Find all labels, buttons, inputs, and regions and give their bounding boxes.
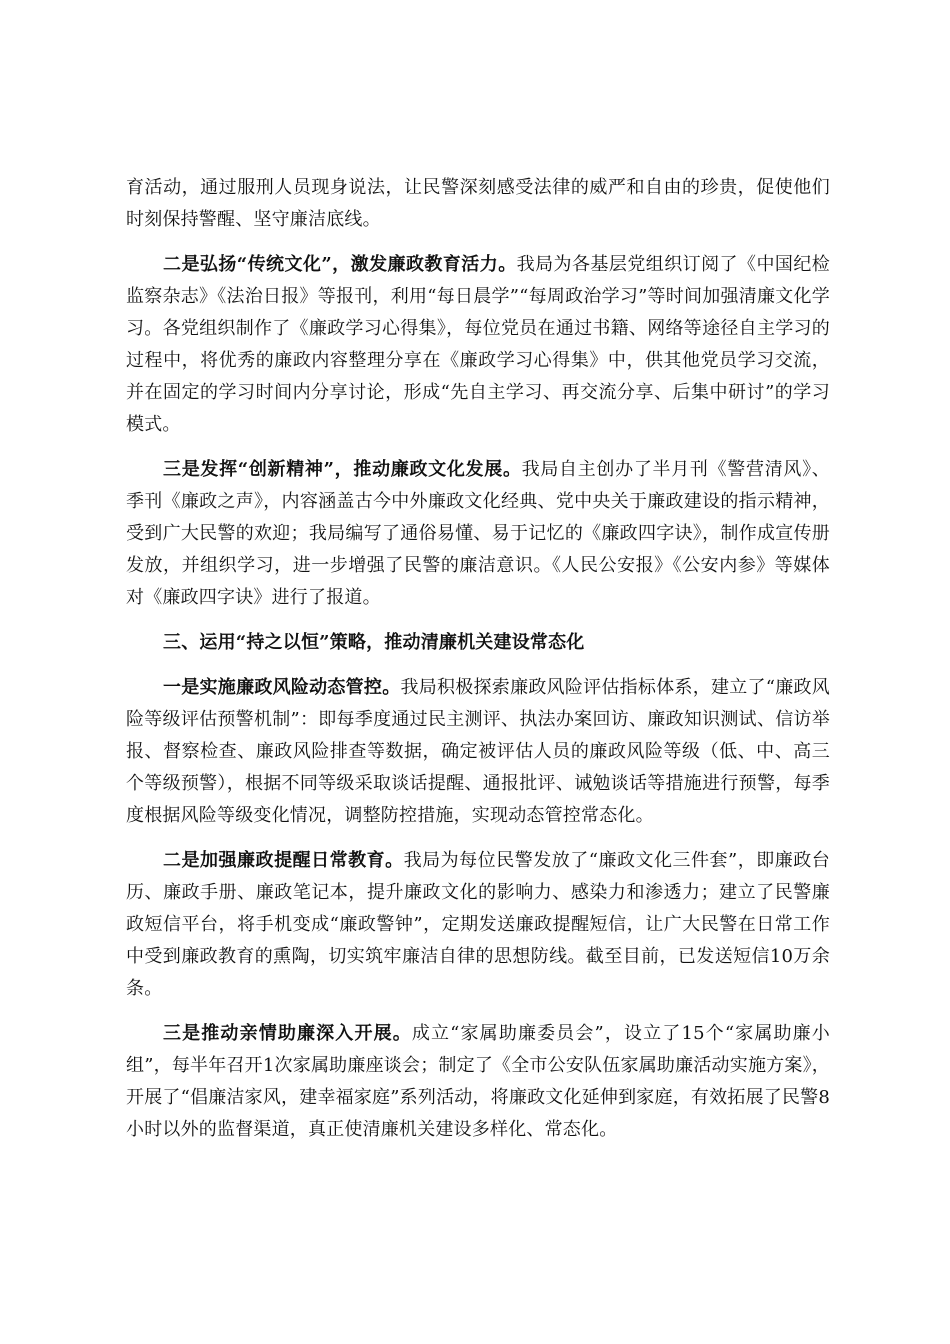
paragraph-traditional-culture (126, 249, 830, 441)
paragraph-risk-control (126, 672, 830, 832)
paragraph-body: 我局积极探索廉政风险评估指标体系，建立了“廉政风险等级评估预警机制”：即每季度通过民主测评、执法办案回访、廉政知识测试、信访举报、督察检查、廉政风险排查等数据，确定被评估人员的廉政风险等级（低、中、高三个等级预警），根据不同等级采取谈话提醒、通报批评、诫勉谈话等措施进行预警，每季度根据风险等级变化情况，调整防控措施，实现动态管控常态化。 (126, 677, 830, 826)
paragraph-lead: 二是弘扬“传统文化”，激发廉政教育活力。 (163, 254, 517, 275)
paragraph-innovation-spirit (126, 454, 830, 614)
paragraph-continuation (126, 172, 830, 236)
paragraph-body: 我局为每位民警发放了“廉政文化三件套”，即廉政台历、廉政手册、廉政笔记本，提升廉政文化的影响力、感染力和渗透力；建立了民警廉政短信平台，将手机变成“廉政警钟”，定期发送廉政提醒短信，让广大民警在日常工作中受到廉政教育的熏陶，切实筑牢廉洁自律的思想防线。截至目前，已发送短信10万余条。 (126, 850, 830, 999)
paragraph-body: 成立“家属助廉委员会”，设立了15个“家属助廉小组”，每半年召开1次家属助廉座谈会；制定了《全市公安队伍家属助廉活动实施方案》，开展了“倡廉洁家风，建幸福家庭”系列活动，将廉政文化延伸到家庭，有效拓展了民警8小时以外的监督渠道，真正使清廉机关建设多样化、常态化。 (126, 1023, 830, 1140)
paragraph-family-support (126, 1018, 830, 1146)
document-page (126, 172, 830, 1159)
paragraph-lead: 二是加强廉政提醒日常教育。 (163, 850, 404, 871)
paragraph-lead: 一是实施廉政风险动态管控。 (163, 677, 401, 698)
paragraph-lead: 三是推动亲情助廉深入开展。 (163, 1023, 412, 1044)
paragraph-body: 我局为各基层党组织订阅了《中国纪检监察杂志》《法治日报》等报刊，利用“每日晨学”“每周政治学习”等时间加强清廉文化学习。各党组织制作了《廉政学习心得集》，每位党员在通过书籍、网络等途径自主学习的过程中，将优秀的廉政内容整理分享在《廉政学习心得集》中，供其他党员学习交流，并在固定的学习时间内分享讨论，形成“先自主学习、再交流分享、后集中研讨”的学习模式。 (126, 254, 830, 435)
section-heading-three: 三、运用“持之以恒”策略，推动清廉机关建设常态化 (163, 632, 585, 653)
paragraph-daily-reminder (126, 845, 830, 1005)
paragraph-body: 育活动，通过服刑人员现身说法，让民警深刻感受法律的威严和自由的珍贵，促使他们时刻保持警醒、坚守廉洁底线。 (126, 177, 830, 230)
paragraph-lead: 三是发挥“创新精神”，推动廉政文化发展。 (163, 459, 522, 480)
paragraph-body: 我局自主创办了半月刊《警营清风》、季刊《廉政之声》，内容涵盖古今中外廉政文化经典、党中央关于廉政建设的指示精神，受到广大民警的欢迎；我局编写了通俗易懂、易于记忆的《廉政四字诀》，制作成宣传册发放，并组织学习，进一步增强了民警的廉洁意识。《人民公安报》《公安内参》等媒体对《廉政四字诀》进行了报道。 (126, 459, 830, 608)
